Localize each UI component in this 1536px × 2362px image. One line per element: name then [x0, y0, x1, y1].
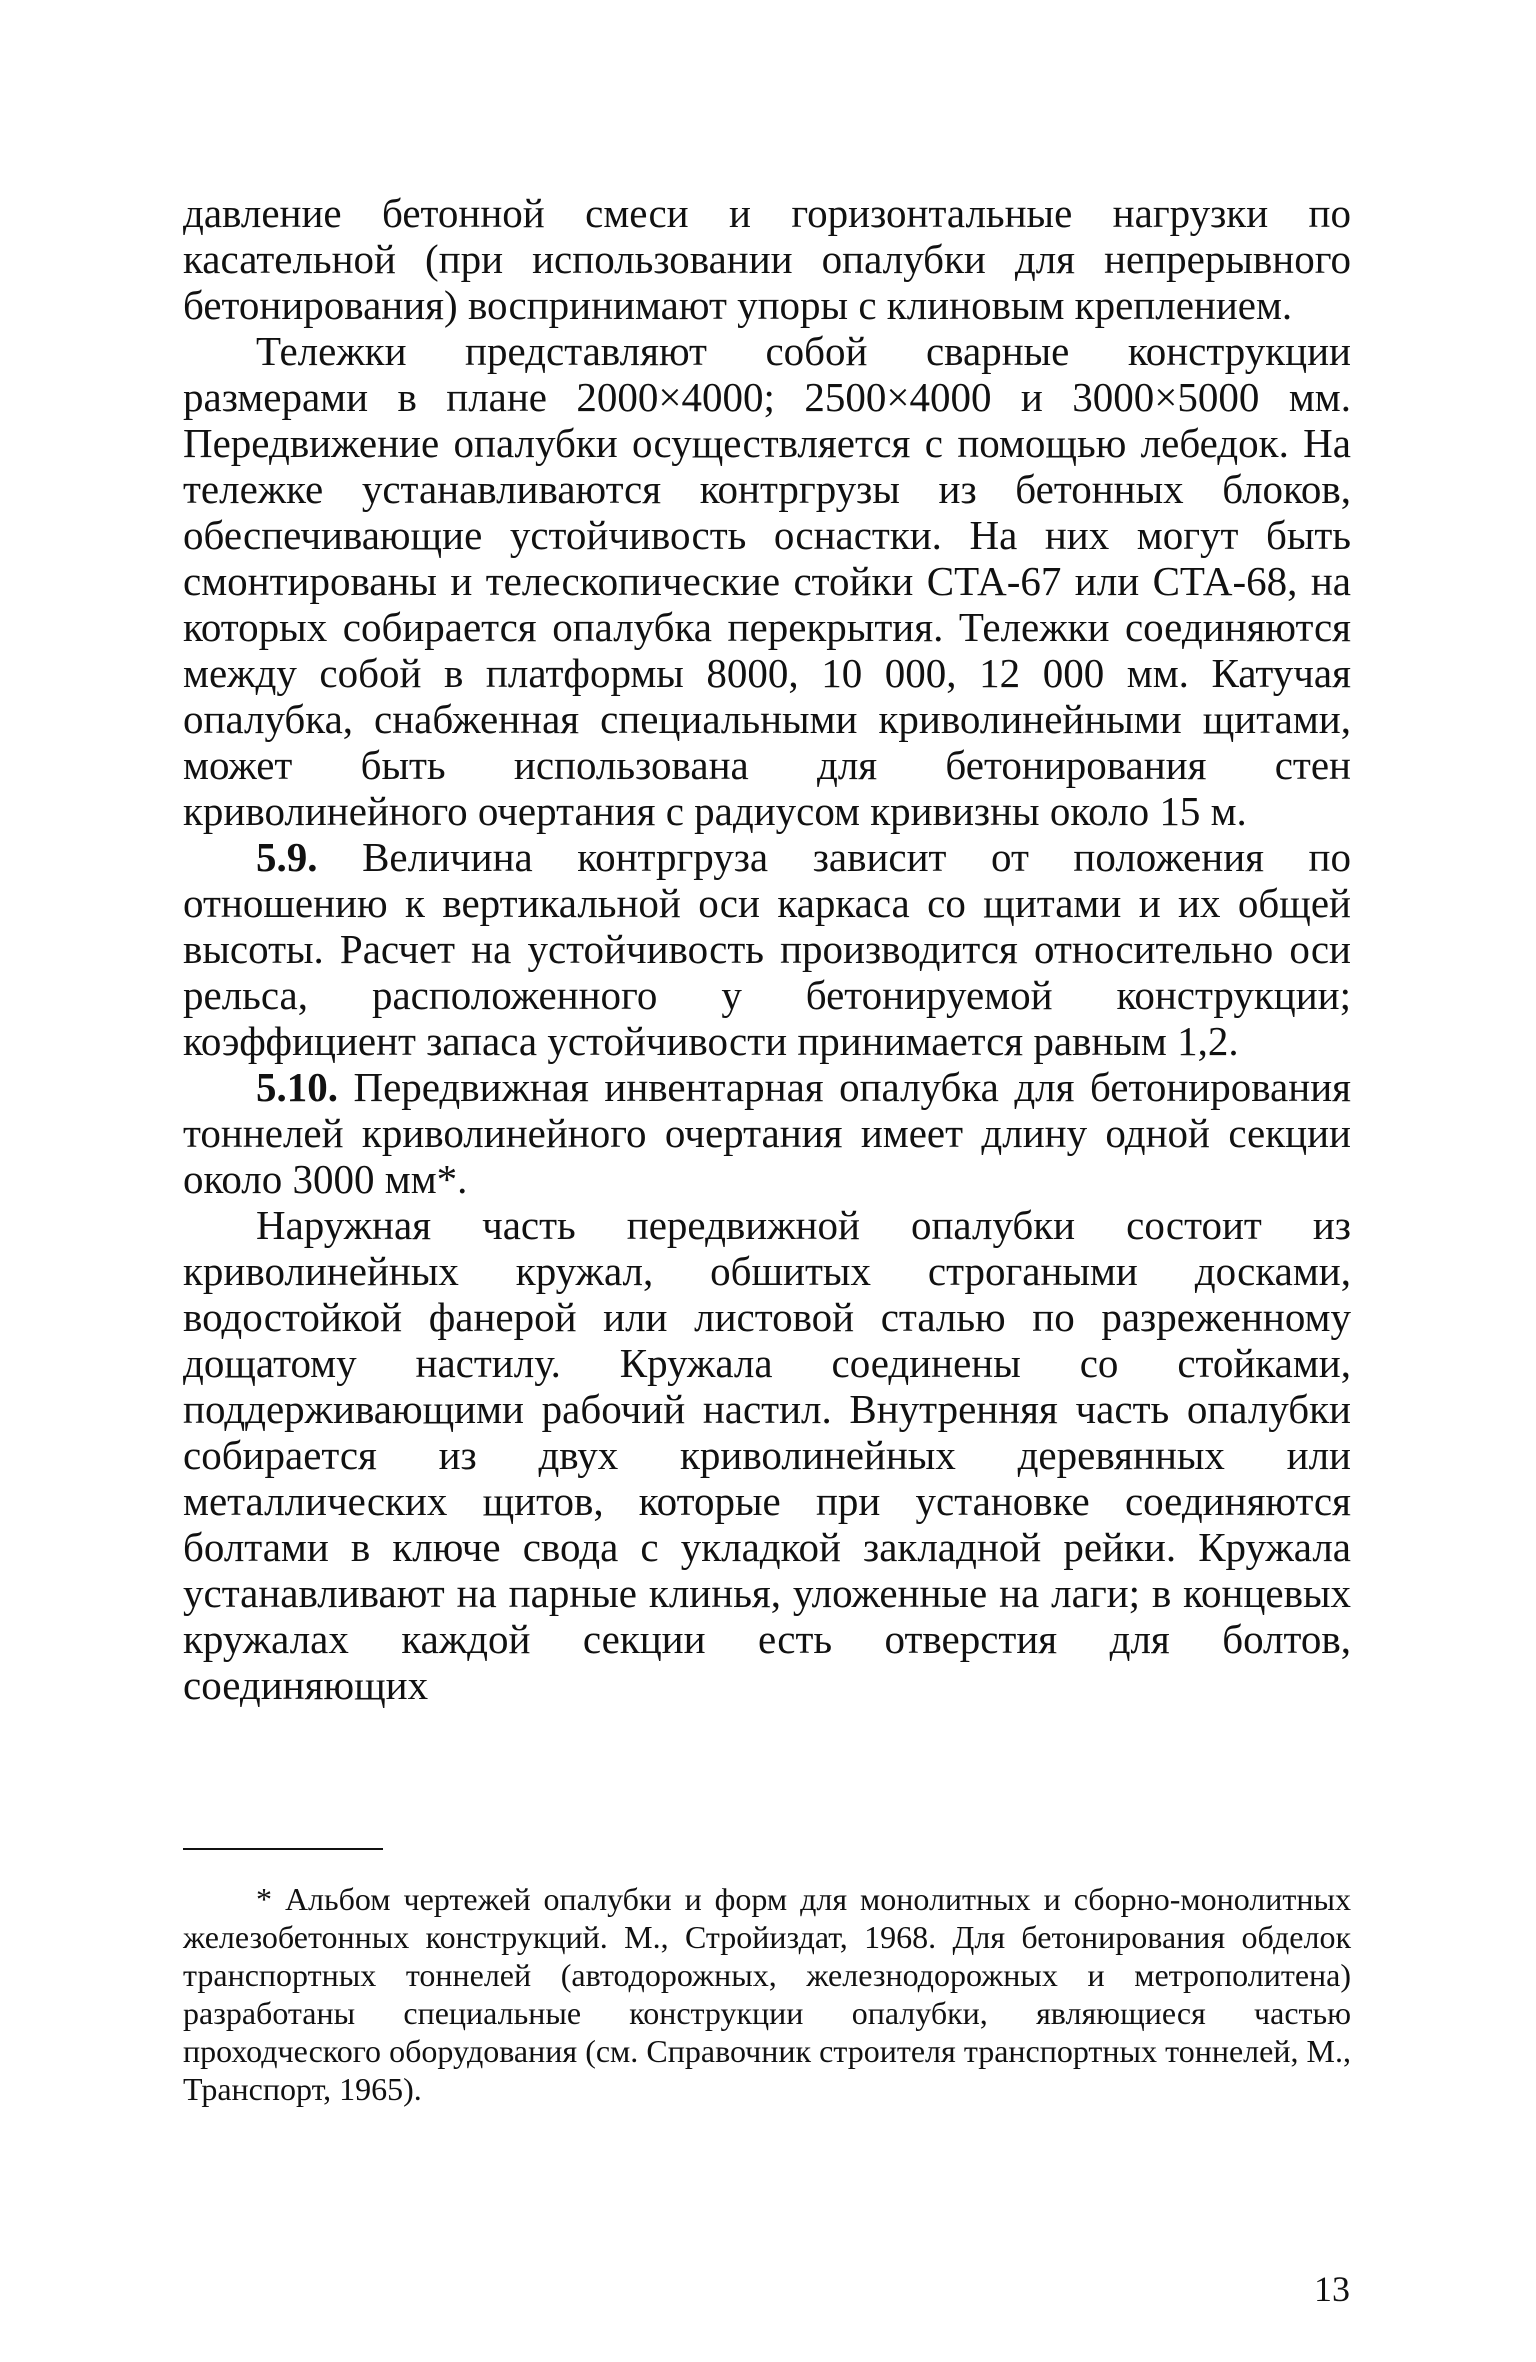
footnote-divider — [183, 1848, 383, 1850]
page-number: 13 — [1314, 2269, 1350, 2309]
paragraph-5-10 — [183, 1064, 1351, 1202]
paragraph-5-10-text: Передвижная инвентарная опалубка для бетонирования тоннелей криволинейного очертания имеет длину одной секции около 3000 мм*. — [183, 1064, 1351, 1202]
main-text — [183, 190, 1351, 1708]
section-number-5-10: 5.10. — [256, 1064, 338, 1110]
paragraph-5-9 — [183, 834, 1351, 1064]
paragraph-5-9-text: Величина контргруза зависит от положения по отношению к вертикальной оси каркаса со щитами и их общей высоты. Расчет на устойчивость производится относительно оси рельса, расположенного у бетонируемой конструкции; коэффициент запаса устойчивости принимается равным 1,2. — [183, 834, 1351, 1064]
footnote — [183, 1880, 1351, 2108]
section-number-5-9: 5.9. — [256, 834, 318, 880]
footnote-text: * Альбом чертежей опалубки и форм для монолитных и сборно-монолитных железобетонных конструкций. М., Стройиздат, 1968. Для бетонирования обделок транспортных тоннелей (автодорожных, железнодорожных и метрополитена) разработаны специальные конструкции опалубки, являющиеся частью проходческого оборудования (см. Справочник строителя транспортных тоннелей, М., Транспорт, 1965). — [183, 1881, 1351, 2107]
paragraph-continuation: давление бетонной смеси и горизонтальные нагрузки по касательной (при использовании опалубки для непрерывного бетонирования) воспринимают упоры с клиновым креплением. — [183, 190, 1351, 328]
paragraph-outer-part: Наружная часть передвижной опалубки состоит из криволинейных кружал, обшитых строгаными досками, водостойкой фанерой или листовой сталью по разреженному дощатому настилу. Кружала соединены со стойками, поддерживающими рабочий настил. Внутренняя часть опалубки собирается из двух криволинейных деревянных или металлических щитов, которые при установке соединяются болтами в ключе свода с укладкой закладной рейки. Кружала устанавливают на парные клинья, уложенные на лаги; в концевых кружалах каждой секции есть отверстия для болтов, соединяющих — [183, 1202, 1351, 1708]
paragraph-carts: Тележки представляют собой сварные конструкции размерами в плане 2000×4000; 2500×4000 и 3000×5000 мм. Передвижение опалубки осуществляется с помощью лебедок. На тележке устанавливаются контргрузы из бетонных блоков, обеспечивающие устойчивость оснастки. На них могут быть смонтированы и телескопические стойки СТА-67 или СТА-68, на которых собирается опалубка перекрытия. Тележки соединяются между собой в платформы 8000, 10 000, 12 000 мм. Катучая опалубка, снабженная специальными криволинейными щитами, может быть использована для бетонирования стен криволинейного очертания с радиусом кривизны около 15 м. — [183, 328, 1351, 834]
